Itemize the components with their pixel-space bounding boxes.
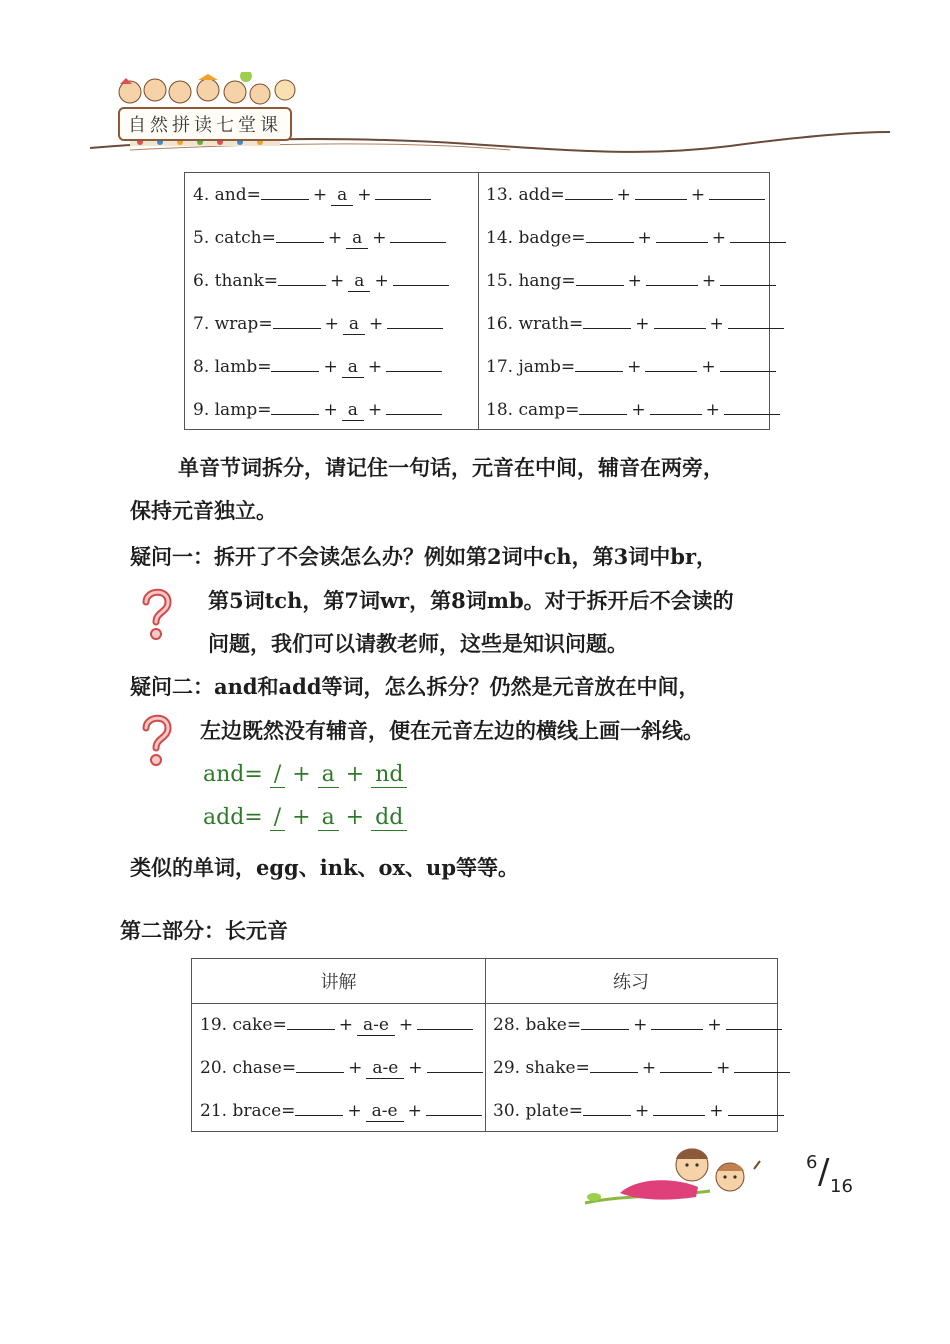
rule-line-2: 保持元音独立。 — [130, 498, 277, 523]
question-2-line-1: 疑问二：and和add等词，怎么拆分？仍然是元音放在中间， — [130, 674, 700, 699]
exercise-row: 6. thank= + a + — [193, 271, 449, 292]
page-current: 6 — [806, 1152, 818, 1173]
table-2-header-practice: 练习 — [485, 959, 777, 1004]
exercise-row: 18. camp= + + — [486, 400, 780, 420]
page-slash: / — [818, 1152, 830, 1192]
exercise-row: 14. badge= + + — [486, 228, 786, 248]
exercise-table-1 — [184, 172, 770, 430]
exercise-row: 5. catch= + a + — [193, 228, 446, 249]
table-2-header-explain: 讲解 — [192, 959, 485, 1004]
exercise-row: 15. hang= + + — [486, 271, 776, 291]
question-mark-icon — [138, 586, 176, 642]
table-1-right-column — [478, 173, 770, 429]
question-2-line-2: 左边既然没有辅音，便在元音左边的横线上画一斜线。 — [200, 718, 704, 743]
page-number — [800, 1150, 860, 1200]
rule-line-1: 单音节词拆分，请记住一句话，元音在中间，辅音在两旁， — [178, 455, 724, 480]
question-1-line-1: 疑问一：拆开了不会读怎么办？例如第2词中ch，第3词中br， — [130, 544, 718, 569]
exercise-table-2 — [191, 958, 778, 1132]
similar-words: 类似的单词，egg、ink、ox、up等等。 — [130, 855, 520, 880]
exercise-row: 16. wrath= + + — [486, 314, 784, 334]
exercise-row: 20. chase= + a-e + — [200, 1058, 483, 1079]
exercise-row: 4. and= + a + — [193, 185, 431, 206]
example-add: add= / + a + dd — [203, 805, 407, 830]
exercise-row: 29. shake= + + — [493, 1058, 790, 1078]
footer-kids-illustration — [580, 1135, 770, 1215]
question-mark-icon — [138, 712, 176, 768]
exercise-row: 9. lamp= + a + — [193, 400, 442, 421]
exercise-row: 19. cake= + a-e + — [200, 1015, 473, 1036]
header-title: 自然拼读七堂课 — [118, 107, 292, 141]
exercise-row: 21. brace= + a-e + — [200, 1101, 482, 1122]
question-1-line-2: 第5词tch，第7词wr，第8词mb。对于拆开后不会读的 — [208, 588, 734, 613]
exercise-row: 30. plate= + + — [493, 1101, 784, 1121]
example-and: and= / + a + nd — [203, 762, 407, 787]
table-1-left-column — [185, 173, 479, 429]
question-1-line-3: 问题，我们可以请教老师，这些是知识问题。 — [208, 631, 628, 656]
exercise-row: 13. add= + + — [486, 185, 765, 205]
page-total: 16 — [830, 1176, 853, 1197]
exercise-row: 28. bake= + + — [493, 1015, 782, 1035]
exercise-row: 17. jamb= + + — [486, 357, 776, 377]
table-2-divider — [485, 959, 486, 1131]
exercise-row: 8. lamb= + a + — [193, 357, 442, 378]
exercise-row: 7. wrap= + a + — [193, 314, 443, 335]
part-2-title: 第二部分：长元音 — [120, 918, 288, 943]
